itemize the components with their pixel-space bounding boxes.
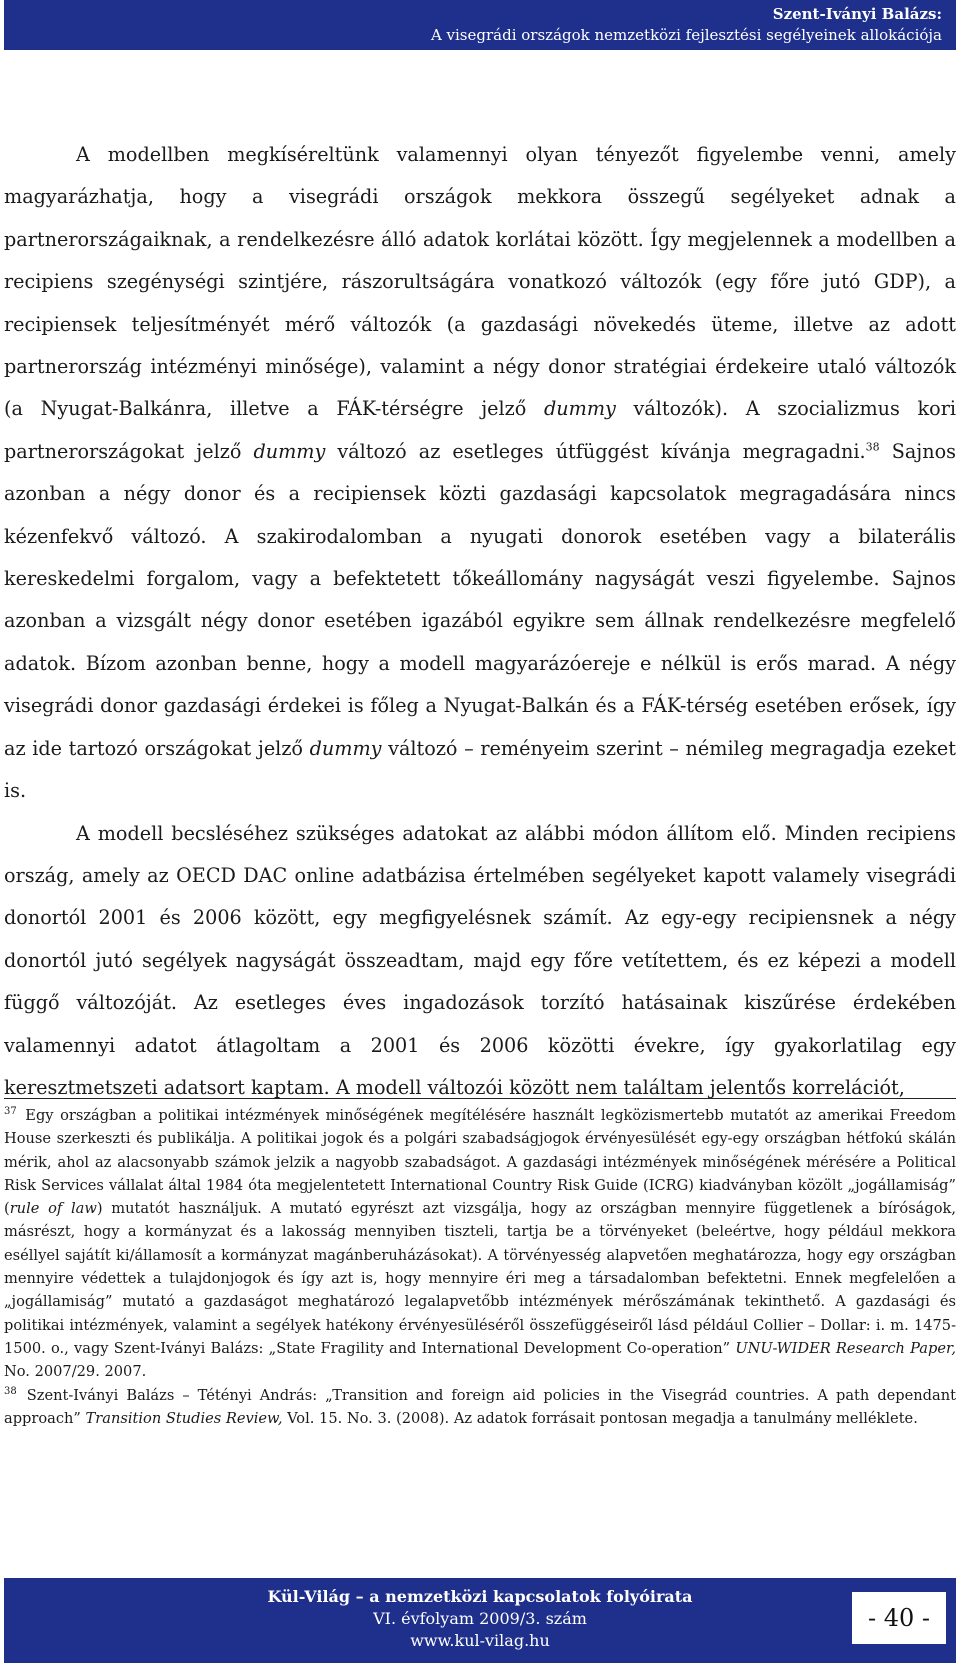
footnote-ref-38[interactable]: 38 [865, 440, 880, 454]
italic-term: rule of law [9, 1200, 97, 1218]
text-run: No. 2007/29. 2007. [4, 1363, 147, 1381]
paragraph-1 [4, 134, 956, 813]
footnote-number: 37 [4, 1106, 17, 1118]
footer-journal: Kül-Világ – a nemzetközi kapcsolatok folyóirata [267, 1587, 693, 1606]
text-run: változó – reményeim szerint – némileg megragadja ezeket is. [4, 736, 956, 803]
footnote-separator [4, 1098, 956, 1099]
italic-term: dummy [543, 397, 616, 421]
text-run: változó az esetleges útfüggést kívánja megragadni. [325, 439, 866, 463]
footnote-38 [4, 1384, 956, 1431]
text-run: A modellben megkíséreltünk valamennyi olyan tényezőt figyelembe venni, amely magyarázhatja, hogy a visegrádi országok mekkora összegű segélyeket adnak a partnerországaiknak, a rendelkezésre álló adatok korlátai között. Így megjelennek a modellben a recipiens szegénységi szintjére, rászorultságára vonatkozó változók (egy főre jutó GDP), a recipiensek teljesítményét mérő változók (a gazdasági növekedés üteme, illetve az adott partnerország intézményi minősége), valamint a négy donor stratégiai érdekeire utaló változók (a Nyugat-Balkánra, illetve a FÁK-térségre jelző [4, 143, 956, 421]
text-run: Egy országban a politikai intézmények minőségének megítélésére használt legközismertebb mutatót az amerikai Freedom House szerkeszti és publikálja. A politikai jogok és a polgári szabadságjogok érvényesülését egy-egy országban hétfokú skálán mérik, ahol az alacsonyabb számok jelzik a nagyobb szabadságot. A gazdasági intézmények minőségének mérésére a Political Risk Services vállalat által 1984 óta megjelentetett International Country Risk Guide (ICRG) kiadványban közölt „jogállamiság” ( [4, 1107, 956, 1218]
italic-term: dummy [309, 736, 382, 760]
page-footer [4, 1578, 956, 1663]
footer-url[interactable]: www.kul-vilag.hu [410, 1631, 550, 1650]
footnotes [4, 1104, 956, 1430]
text-run: ) mutatót használjuk. A mutató egyrészt azt vizsgálja, hogy az országban mennyire függetlenek a bíróságok, másrészt, hogy a kormányzat és a lakosság mennyiben tiszteli, tartja be a törvényeket (beleértve, hogy például mekkora eséllyel sajátít ki/államosít a kormányzat magánberuházásokat). A törvényesség alapvetően meghatározza, hogy egy országban mennyire védettek a tulajdonjogok és így azt is, hogy mennyire éri meg a társadalomban befektetni. Ennek megfelelően a „jogállamiság” mutató a gazdaságot meghatározó legalapvetőbb intézmények mérőszámának tekinthető. A gazdasági és politikai intézmények, valamint a segélyek hatékony érvényesüléséről összefüggéseiről lásd például Collier – Dollar: i. m. 1475-1500. o., vagy Szent-Iványi Balázs: „State Fragility and International Development Co-operation” [4, 1200, 956, 1357]
italic-term: UNU-WIDER Research Paper, [735, 1339, 957, 1357]
paragraph-2: A modell becsléséhez szükséges adatokat az alábbi módon állítom elő. Minden recipiens ország, amely az OECD DAC online adatbázisa értelmében segélyeket kapott valamely visegrádi donortól 2001 és 2006 között, egy megfigyelésnek számít. Az egy-egy recipiensnek a négy donortól jutó segélyek nagyságát összeadtam, majd egy főre vetítettem, és ez képezi a modell függő változóját. Az esetleges éves ingadozások torzító hatásainak kiszűrése érdekében valamennyi adatot átlagoltam a 2001 és 2006 közötti évekre, így gyakorlatilag egy keresztmetszeti adatsort kaptam. A modell változói között nem találtam jelentős korrelációt, [4, 821, 956, 1099]
footnote-37 [4, 1104, 956, 1384]
italic-term: Transition Studies Review, [85, 1409, 283, 1427]
main-text [4, 134, 956, 1109]
text-run: Vol. 15. No. 3. (2008). Az adatok forrásait pontosan megadja a tanulmány melléklete. [282, 1409, 918, 1427]
footer-issue: VI. évfolyam 2009/3. szám [373, 1609, 587, 1628]
footnote-number: 38 [4, 1385, 17, 1397]
page-number: - 40 - [852, 1592, 946, 1644]
header-author: Szent-Iványi Balázs: [772, 5, 942, 23]
text-run: Szent-Iványi Balázs – Tétényi András: „Transition and foreign aid policies in the Visegrád countries. A path dependant approach” [4, 1386, 956, 1427]
header-title: A visegrádi országok nemzetközi fejlesztési segélyeinek allokációja [430, 26, 942, 44]
page-header [4, 0, 956, 50]
text-run: változók). A szocializmus kori partnerországokat jelző [4, 397, 956, 463]
italic-term: dummy [253, 439, 326, 463]
text-run: Sajnos azonban a négy donor és a recipiensek közti gazdasági kapcsolatok megragadására nincs kézenfekvő változó. A szakirodalomban a nyugati donorok esetében vagy a bilaterális kereskedelmi forgalom, vagy a befektetett tőkeállomány nagyságát veszi figyelembe. Sajnos azonban a vizsgált négy donor esetében igazából egyikre sem állnak rendelkezésre megfelelő adatok. Bízom azonban benne, hogy a modell magyarázóereje e nélkül is erős marad. A négy visegrádi donor gazdasági érdekei is főleg a Nyugat-Balkán és a FÁK-térség esetében erősek, így az ide tartozó országokat jelző [4, 439, 957, 760]
